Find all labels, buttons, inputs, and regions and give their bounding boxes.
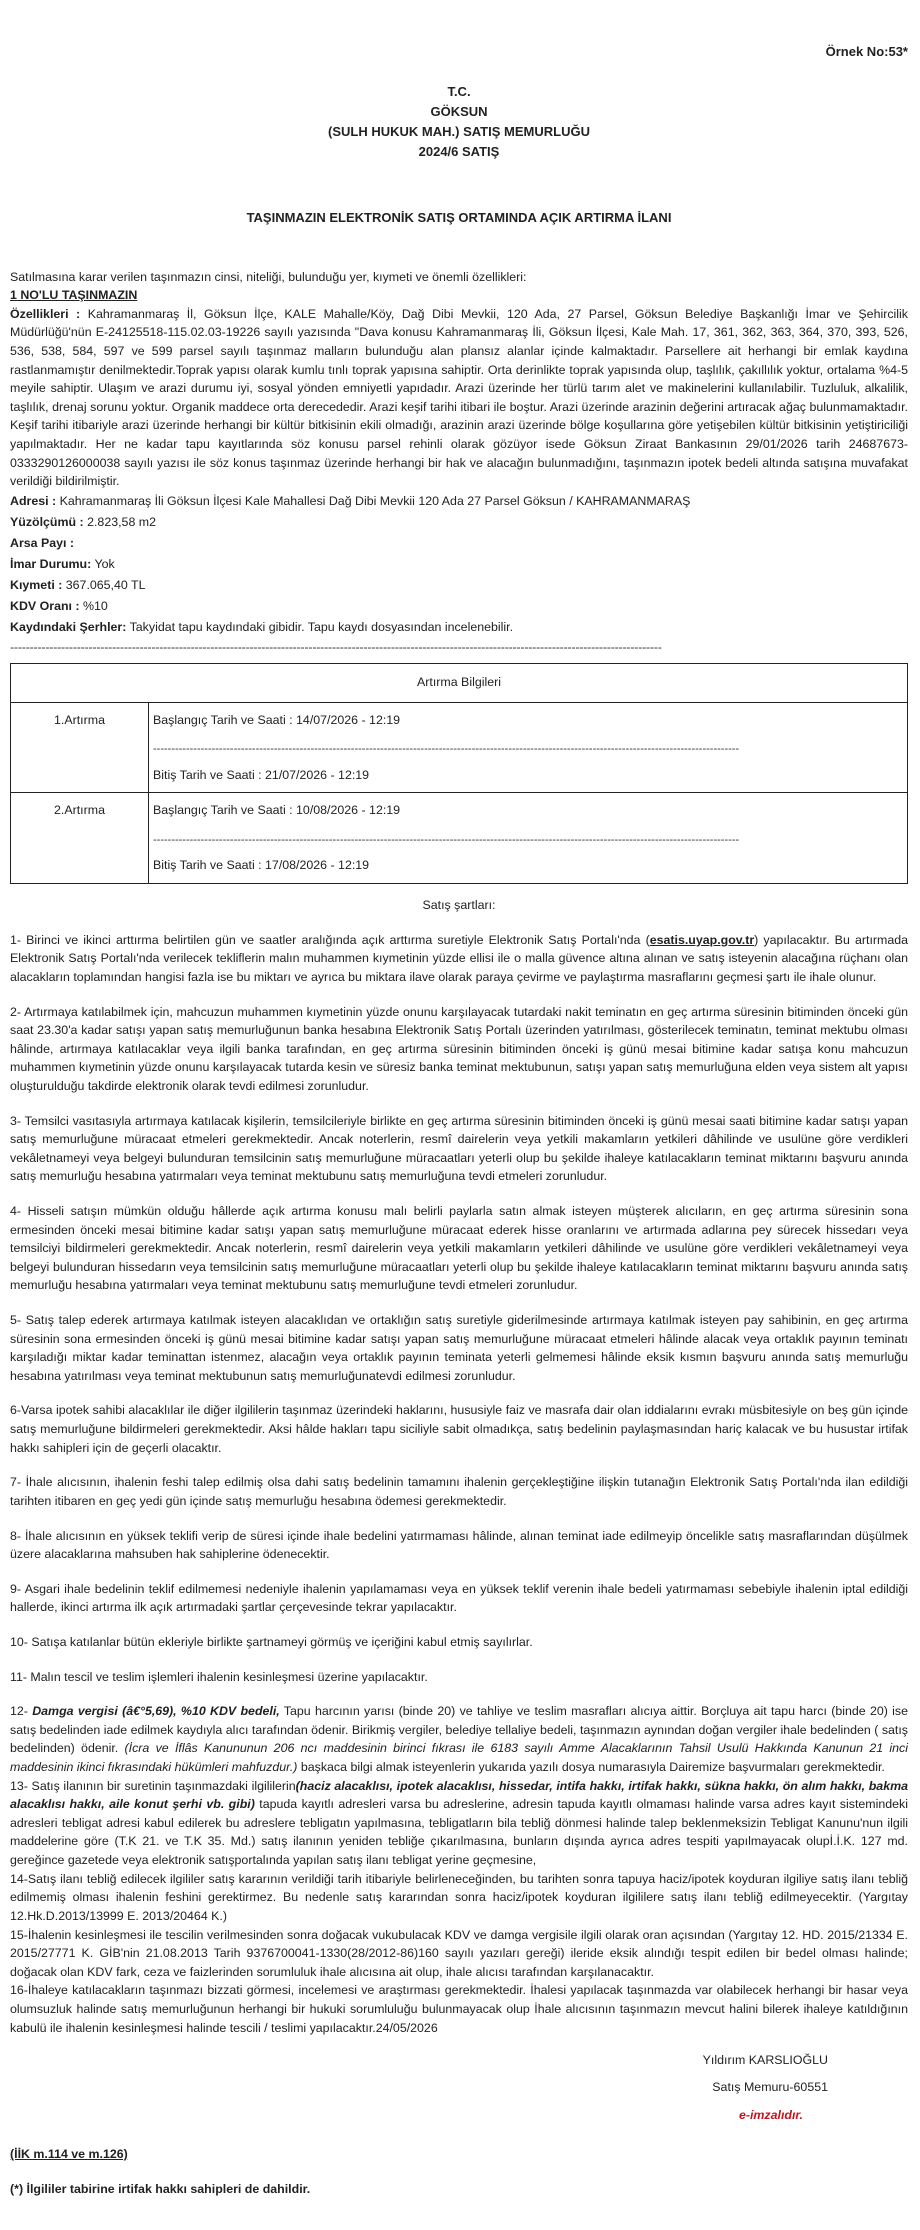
artirma-row-dates (149, 793, 908, 884)
inner-separator: ---------------------------------------------------------------------------------------------------------------------------------------------------------------- (153, 833, 740, 846)
bitis-label: Bitiş Tarih ve Saati : (153, 858, 266, 873)
header-line-3: (SULH HUKUK MAH.) SATIŞ MEMURLUĞU (328, 123, 590, 139)
sart-2: 2- Artırmaya katılabilmek için, mahcuzun muhammen kıymetinin yüzde onunu karşılayacak tutardaki nakit teminatın en geç artırma süresinin bitiminden önceki gün saat 23.30'a kadar satışı yapan satış memurluğunun banka hesabına Elektronik Satış Portalı üzerinden yatırılması, gösterilecek teminatın, teminat mektubu olması hâlinde, artırmaya katılacaklar veya ilgili banka tarafından, en geç artırma süresinin bitiminden önceki iş günü mesai bitimine kadar satışa konu mahcuzun muhammen kıymetinin yüzde onunu karşılayacak tutarda kesin ve süresiz banka teminat mektubunun, satışı yapan satış memurluğuna elden veya sistem alt yapısı oluşturulduğu takdirde elektronik olarak tevdi edilmesi zorunludur. (10, 1004, 908, 1093)
signature-title: Satış Memuru-60551 (712, 2080, 828, 2095)
sart-11: 11- Malın tescil ve teslim işlemleri ihalenin kesinleşmesi üzerine yapılacaktır. (10, 1669, 428, 1684)
kiymeti-field (10, 575, 908, 596)
sart-10: 10- Satışa katılanlar bütün ekleriyle birlikte şartnameyi görmüş ve içeriğini kabul etmiş sayılırlar. (10, 1634, 533, 1649)
kdv-field (10, 596, 908, 617)
baslangic-line (153, 711, 903, 730)
sart-13 (10, 1777, 908, 1870)
kdv-value: %10 (79, 599, 108, 614)
bitis-line (153, 766, 903, 785)
adres-value: Kahramanmaraş İli Göksun İlçesi Kale Mahallesi Dağ Dibi Mevkii 120 Ada 27 Parsel Göksun / KAHRAMANMARAŞ (56, 493, 691, 508)
signature-block (10, 2047, 908, 2129)
sart-12-kanun: (İcra ve İflâs Kanununun 206 ncı maddesinin birinci fıkrası ile 6183 sayılı Amme Alacaklarının Tahsil Usulü Hakkında Kanunun 21 inci maddesinin ikinci fıkrasındaki hükümleri mahfuzdur.) (10, 1741, 908, 1775)
yuzolcumu-value: 2.823,58 m2 (83, 514, 156, 529)
header-line-1: T.C. (447, 83, 471, 99)
sart-7: 7- İhale alıcısının, ihalenin feshi talep edilmiş olsa dahi satış bedelinin tamamını ihalenin gerçekleştiğine ilişkin tutanağın Elektronik Satış Portalı'nda ilan edildiği tarihten itibaren en geç yedi gün içinde satış memurluğu hesabına ödemesi gerekmektedir. (10, 1475, 908, 1508)
adres-field (10, 491, 908, 512)
header-line-2: GÖKSUN (430, 103, 488, 119)
sart-13-ilgililer: (haciz alacaklısı, ipotek alacaklısı, hissedar, intifa hakkı, irtifak hakkı, sükna hakkı, ön alım hakkı, bakma alacaklısı hakkı, aile konut şerhi vb. gibi) (10, 1778, 908, 1812)
imar-field (10, 554, 908, 575)
yuzolcumu-field (10, 512, 908, 533)
signature-name: Yıldırım KARSLIOĞLU (702, 2053, 828, 2068)
artirma-row-label: 1.Artırma (11, 702, 149, 793)
ozellikler-label: Özellikleri : (10, 306, 81, 321)
ornek-no: Örnek No:53* (825, 44, 908, 59)
kayit-label: Kaydındaki Şerhler: (10, 620, 127, 635)
sart-6: 6-Varsa ipotek sahibi alacaklılar ile diğer ilgililerin taşınmaz üzerindeki haklarını, hususiyle faiz ve masrafa dair olan iddialarını evrakı müsbitesiyle on beş gün içinde satış memurluğune bildirmeleri gerekmektedir. Aksi hâlde hakları tapu siciliyle sabit olmadıkça, satış bedelinin paylaşmasından hariç kalacak ve bu husustar irtifak hakkı sahipleri için de geçerli olacaktır. (10, 1403, 908, 1455)
sart-12-text-c: başkaca bilgi almak isteyenlerin yukarıda yazılı dosya numarasıyla Dairemize başvurmaları gerekmektedir. (297, 1760, 885, 1775)
footnote-iik-text: (İİK m.114 ve m.126) (10, 2147, 128, 2161)
artirma-table-title: Artırma Bilgileri (11, 664, 908, 703)
header-line-4: 2024/6 SATIŞ (418, 143, 500, 159)
sart-12-num: 12- (10, 1704, 33, 1719)
sart-12-damga: Damga vergisi (â€°5,69), %10 KDV bedeli, (32, 1704, 280, 1719)
baslangic-value: 14/07/2026 - 12:19 (296, 712, 401, 727)
baslangic-value: 10/08/2026 - 12:19 (296, 803, 401, 818)
imar-value: Yok (91, 557, 115, 572)
sart-3: 3- Temsilci vasıtasıyla artırmaya katılacak kişilerin, temsilcileriyle birlikte en geç artırma süresinin bitiminden önceki iş günü mesai saati bitimine kadar satışı yapan satış memurluğune müracaat etmeleri gerekmektedir. Ancak noterlerin, resmî dairelerin veya yetkili makamların yetkileri dâhilinde ve usulüne göre verdikleri vekâletnameyi veya belgeyi bulunduran temsilcinin satış memurluğune müracaatları yeterli olup bu şekilde ihaleye katılacakların teminat miktarını başvuru anında satış memurluğu hesabına yatırmaları veya teminat mektubunu satış memurluğuna tevdi etmeleri zorunludur. (10, 1113, 908, 1184)
bitis-value: 17/08/2026 - 12:19 (265, 858, 370, 873)
intro-text: Satılmasına karar verilen taşınmazın cinsi, niteliği, bulunduğu yer, kıymeti ve önemli özellikleri: (10, 269, 527, 284)
baslangic-line (153, 801, 903, 820)
sart-9: 9- Asgari ihale bedelinin teklif edilmemesi nedeniyle ihalenin yapılamaması veya en yüksek teklif verenin ihale bedeli yatırmaması sebebiyle ihalenin iptal edildiği hallerde, ikinci artırma ilk açık artırmadaki şartlar çerçevesinde tekrar yapılacaktır. (10, 1581, 908, 1615)
footnote-iik (10, 2145, 908, 2164)
sartlar-title: Satış şartları: (422, 898, 496, 913)
artirma-table (10, 663, 908, 884)
bitis-value: 21/07/2026 - 12:19 (265, 767, 370, 782)
yuzolcumu-label: Yüzölçümü : (10, 514, 84, 529)
footnote-ilgililer: (*) İlgililer tabirine irtifak hakkı sahipleri de dahildir. (10, 2181, 311, 2196)
kdv-label: KDV Oranı : (10, 599, 80, 614)
arsa-payi-label: Arsa Payı : (10, 536, 75, 551)
sart-5: 5- Satış talep ederek artırmaya katılmak isteyen alacaklıdan ve ortaklığın satış suretiyle giderilmesinde artırmaya katılmak isteyen pay sahibinin, en geç artırma süresinin sona ermesinden önceki iş günü mesai bitimine kadar satışı yapan satış memurluğune müracaat etmeleri hâlinde alacak veya ortaklık payının teminatı karşıladığı miktar kadar teminattan istenmez, alacağın veya ortaklık payının teminata yeterli gelmemesi hâlinde eksik kısmın başvuru anında satış memurluğu hesabına yatırılması veya teminat mektubunun satış memurluğunatevdi edilmesi zorunludur. (10, 1313, 908, 1383)
sart-1 (10, 931, 908, 987)
adres-label: Adresi : (10, 493, 57, 508)
sart-4: 4- Hisseli satışın mümkün olduğu hâllerde açık artırma konusu malı belirli paylarla satın almak isteyen müşterek alıcıların, en geç artırma süresinin sona ermesinden önceki mesai bitimine kadar satışı yapan satış memurluğune müracaat ederek hisse oranlarını ve artırmada adlarına pey sürecek hissedarı veya temsilciyi bildirmeleri gerekmektedir. Ancak noterlerin, resmî dairelerin veya yetkili makamların yetkileri dâhilinde ve usulüne göre verdikleri vekâletnameyi veya belgeyi bulunduran hissedarın veya temsilcinin satış memurluğune müracaatları yeterli olup bu şekilde ihaleye katılacakların teminat miktarını başvuru anında satış memurluğu hesabına yatırmaları veya teminat mektubunu satış memurluğune tevdi etmeleri zorunludur. (10, 1204, 908, 1293)
ozellikler-paragraph (10, 305, 908, 491)
baslangic-label: Başlangıç Tarih ve Saati : (153, 712, 297, 727)
document-header (10, 82, 908, 163)
artirma-row-label: 2.Artırma (11, 793, 149, 884)
separator-dashes: ---------------------------------------------------------------------------------------------------------------------------------------------------------------------- (10, 640, 662, 655)
bitis-label: Bitiş Tarih ve Saati : (153, 767, 266, 782)
kayit-field (10, 617, 908, 638)
sart-13-text-b: tapuda kayıtlı adresleri varsa bu adreslerine, adresin tapuda kayıtlı olmaması halinde varsa adres kayıt sistemindeki adresleri tebligat adresi kabul edilerek bu adreslere tebligatın yapılmasına, tebligatların bila tebliğ dönmesi halinde talep beklenmeksizin Tebligat Kanunu'nun ilgili maddelerine göre (T.K 21. ve T.K 35. Md.) satış ilanının yeniden tebliğe çıkarılmasına, bunların dışında ayrıca adres tespiti yapılmayacak olupİ.İ.K. 127 md. gereğince gazetede veya elektronik satışportalında yapılan satış ilanı tebligat yerine geçmesine, (10, 1797, 908, 1868)
artirma-row (11, 793, 908, 884)
imar-label: İmar Durumu: (10, 557, 92, 572)
artirma-row-dates (149, 702, 908, 793)
kiymeti-label: Kıymeti : (10, 578, 63, 593)
sart-1-text-b: ) yapılacaktır. Bu artırmada Elektronik Satış Portalı'nda verilecek tekliflerin malın muhammen kıymetinin yüzde ellisi ile o malla güvence altına alınan ve satış isteyenin alacağına rüçhanı olan alacakların toplamından hangisi fazla ise bu miktarı ve ayrıca bu miktara ilave olarak paraya çevirme ve paylaştırma masraflarını geçmesi şartı ile ihale olunur. (10, 932, 909, 984)
esatis-link[interactable]: esatis.uyap.gov.tr (649, 932, 755, 947)
sart-1-text-a: 1- Birinci ve ikinci arttırma belirtilen gün ve saatler aralığında açık arttırma suretiyle Elektronik Satış Portalı'nda ( (10, 932, 650, 947)
inner-separator: ---------------------------------------------------------------------------------------------------------------------------------------------------------------- (153, 743, 740, 756)
sart-14: 14-Satış ilanı tebliğ edilecek ilgililer satış kararının verildiği tarih itibariyle belirleneceğinden, bu tarihten sonra tapuya haciz/ipotek koyduran ilgiliye satış ilanı tebliğ edilmemiş olması ihalenin feshini gerektirmez. Bu nedenle satış kararından sonra haciz/ipotek koyduran ilgililere satış ilanı tebliğ edilmeyecektir. (Yargıtay 12.Hk.D.2013/13999 E. 2013/20464 K.) (10, 1871, 908, 1923)
baslangic-label: Başlangıç Tarih ve Saati : (153, 803, 297, 818)
sart-16: 16-İhaleye katılacakların taşınmazı bizzati görmesi, incelemesi ve araştırması gerekmektedir. İhalesi yapılacak taşınmazda var olabilecek herhangi bir hasar veya olumsuzluk halinde satış memurluğunun herhangi bir hukuki sorumluluğu bulunmayacak olup İhale alıcısının taşınmazın mevcut halini bilerek ihaleye katıldığının kabulü ile ihalenin kesinleşmesi halinde tescili / teslimi yapılacaktır.24/05/2026 (10, 1983, 908, 2035)
sart-8: 8- İhale alıcısının en yüksek teklifi verip de süresi içinde ihale bedelini yatırmaması hâlinde, alınan teminat iade edilmeyip öncelikle satış masraflarından düşülmek üzere alacaklarına mahsuben hak sahiplerine ödenecektir. (10, 1528, 908, 1562)
sart-12-text-b: Tapu harcının yarısı (binde 20) ve tahliye ve teslim masrafları alıcıya aittir. Borçluya ait tapu harcı (binde 20) ise satış bedelinden iade edilmek kaydıyla alıcı tarafından ödenir. Birikmiş vergiler, belediye tellaliye bedeli, taşınmazın aynından doğan vergiler ihale bedelinden ( satış bedelinden) ödenir. (10, 1704, 908, 1756)
sart-13-text-a: 13- Satış ilanının bir suretinin taşınmazdaki ilgililerin (10, 1778, 296, 1793)
sart-15: 15-İhalenin kesinleşmesi ile tescilin verilmesinden sonra doğacak vukubulacak KDV ve damga vergisile ilgili olarak oran açısından (Yargıtay 12. HD. 2015/21334 E. 2015/27771 K. GİB'nin 21.08.2013 Tarih 9376700041-1330(28/2012-86)160 sayılı yazıları gereği) ileride eksik alındığı tespit edilen bir bedel olması halinde; doğacak olan KDV fark, ceza ve faizlerinden sorumluluk ihale alıcısına ait olup, ihale alıcısı tarafından karşılanacaktır. (10, 1927, 908, 1979)
arsa-payi-field (10, 533, 908, 554)
sart-12 (10, 1702, 908, 1776)
kiymeti-value: 367.065,40 TL (62, 578, 146, 593)
ozellikler-text: Kahramanmaraş İl, Göksun İlçe, KALE Mahalle/Köy, Dağ Dibi Mevkii, 120 Ada, 27 Parsel, Göksun Belediye Başkanlığı İmar ve Şehircilik Müdürlüğü'nün E-24125518-115.02.03-19226 sayılı yazısında "Dava konusu Kahramanmaraş İli, Göksun İlçesi, Kale Mah. 17, 361, 362, 363, 364, 370, 393, 526, 536, 538, 584, 597 ve 599 parsel sayılı taşınmaz malların bulunduğu alan plansız alanlar içinde kalmaktadır. Parsellere ait herhangi bir emlak kaydına rastlanmamıştır denilmektedir.Toprak yapısı olarak kumlu tınlı toprak yapısına sahiptir. Orta derinlikte toprak yapısında olup, taşlılık, çakıllılık yoktur, ortalama %4-5 meyile sahiptir. Ulaşım ve arazi durumu iyi, sosyal yönden emniyetli yapıdadır. Arazi üzerinde her türlü tarım alet ve makinelerini kullanılabilir. Tuzluluk, alkalilik, taşlılık, drenaj sorunu yoktur. Organik maddece orta derecededir. Arazi keşif tarihi itibari ile boştur. Arazi üzerinde arazinin değerini artıracak ağaç bulunmamaktadır. Keşif tarihi itibariyle arazi üzerinde herhangi bir kültür bitkisinin ekili olmadığı, arazinin arazi üzerinde bölge koşullarına göre yetişebilen kültür bitkisinin yetiştiriciliği yapılmaktadır. Her ne kadar tapu kayıtlarında söz konusu parsel rehinli olarak gözüyor isede Göksun Ziraat Bankasının 29/01/2026 tarih 24687673-0333290126000038 sayılı yazısı ile söz konus taşınmaz üzerinde herhangi bir hak ve alacağın bulunmadığını, taşınmazın ipotek bedeli altında satışına muvafakat verildiği bildirilmiştir. (10, 306, 908, 489)
eimza-label: e-imzalıdır. (738, 2107, 803, 2122)
bitis-line (153, 856, 903, 875)
tasinmaz-title: 1 NO'LU TAŞINMAZIN (10, 288, 138, 303)
ilan-title: TAŞINMAZIN ELEKTRONİK SATIŞ ORTAMINDA AÇIK ARTIRMA İLANI (246, 210, 672, 226)
kayit-value: Takyidat tapu kaydındaki gibidir. Tapu kaydı dosyasından incelenebilir. (126, 620, 514, 635)
artirma-row (11, 702, 908, 793)
